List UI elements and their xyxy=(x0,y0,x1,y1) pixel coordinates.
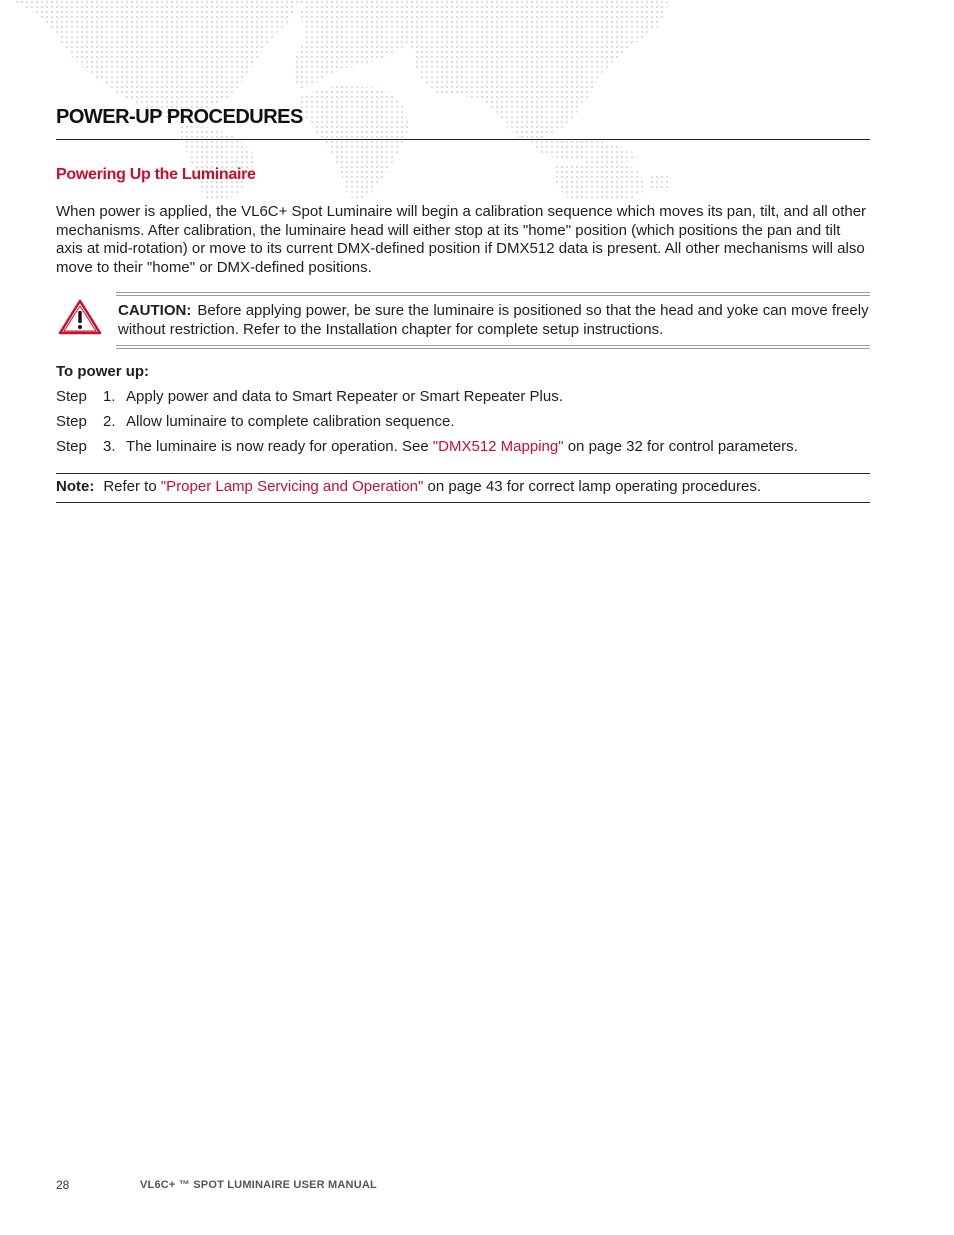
caution-rule-bottom-2 xyxy=(116,348,870,349)
note-rule-bottom xyxy=(56,502,870,503)
page-title: POWER-UP PROCEDURES xyxy=(56,106,303,128)
procedure-label: To power up: xyxy=(56,363,150,380)
caution-body: Before applying power, be sure the luminaire is positioned so that the head and yoke can move freely without restriction. Refer to the Installation chapter for complete setup instructions. xyxy=(118,302,869,338)
note-text-after: on page 43 for correct lamp operating procedures. xyxy=(423,478,762,495)
step-text: Apply power and data to Smart Repeater or Smart Repeater Plus. xyxy=(126,388,563,405)
step-number: 1. xyxy=(103,388,116,405)
intro-paragraph: When power is applied, the VL6C+ Spot Luminaire will begin a calibration sequence which moves its pan, tilt, and all other mechanisms. After calibration, the luminaire head will either stop at its "home" position (which positions the pan and tilt axis at mid-rotation) or move to its current DMX-defined position if DMX512 data is present. All other mechanisms will also move to their "home" or DMX-defined positions. xyxy=(56,203,867,276)
caution-rule-top-2 xyxy=(116,295,870,296)
step-text: Allow luminaire to complete calibration sequence. xyxy=(126,413,455,430)
warning-triangle-icon xyxy=(58,299,102,335)
dmx512-mapping-link[interactable]: "DMX512 Mapping" xyxy=(432,438,564,455)
step-number: 3. xyxy=(103,438,116,455)
note xyxy=(56,478,870,495)
caution-rule-bottom-1 xyxy=(116,345,870,346)
step-text xyxy=(126,438,798,455)
caution-text xyxy=(118,301,870,339)
footer-manual-title: VL6C+ ™ SPOT LUMINAIRE USER MANUAL xyxy=(140,1179,377,1191)
step-text-before: The luminaire is now ready for operation. See xyxy=(126,438,433,455)
step-text-after: on page 32 for control parameters. xyxy=(563,438,798,455)
caution-label: CAUTION: xyxy=(118,302,192,319)
caution-rule-top-1 xyxy=(116,292,870,293)
step-word: Step xyxy=(56,438,87,455)
caution-box xyxy=(116,292,870,349)
lamp-servicing-link[interactable]: "Proper Lamp Servicing and Operation" xyxy=(160,478,424,495)
step-word: Step xyxy=(56,388,87,405)
note-label: Note: xyxy=(56,478,95,495)
title-divider xyxy=(56,139,870,140)
note-text-before: Refer to xyxy=(103,478,161,495)
step-number: 2. xyxy=(103,413,116,430)
page-number: 28 xyxy=(56,1178,70,1192)
note-rule-top xyxy=(56,473,870,474)
section-heading: Powering Up the Luminaire xyxy=(56,166,256,183)
step-word: Step xyxy=(56,413,87,430)
